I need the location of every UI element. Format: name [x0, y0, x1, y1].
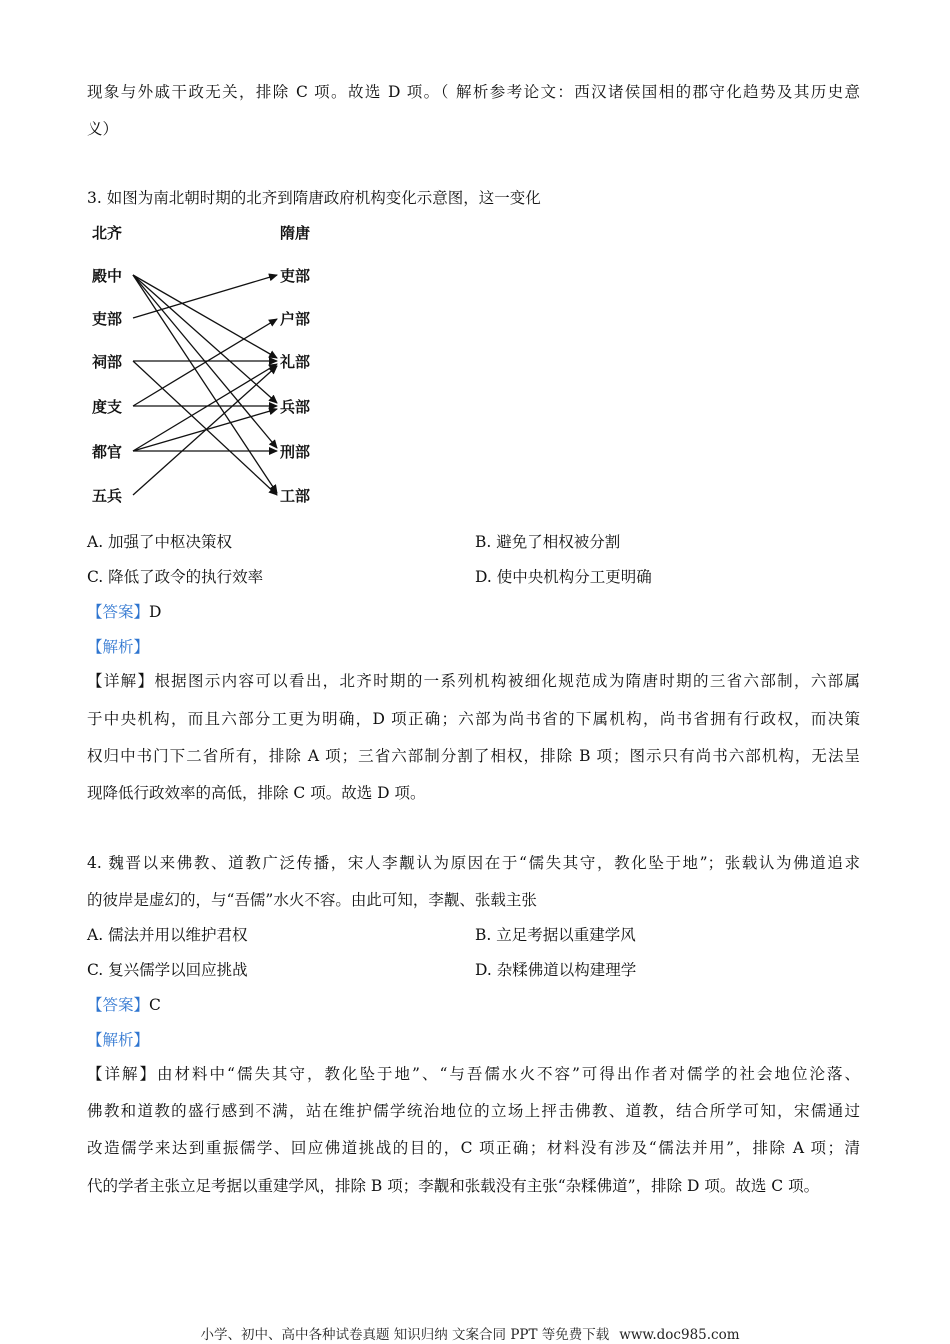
- diagram-right-item: 兵部: [280, 398, 311, 416]
- diagram-arrow: [133, 275, 277, 358]
- footer-url[interactable]: www.doc985.com: [619, 1327, 740, 1343]
- answer-label: 【答案】: [87, 996, 150, 1014]
- q4-detail-line-3: 改造儒学来达到重振儒学、回应佛道挑战的目的，C 项正确；材料没有涉及“儒法并用”，排除 A 项；清: [87, 1139, 860, 1157]
- diagram-left-item: 度支: [92, 398, 123, 416]
- diagram-left-item: 吏部: [92, 310, 123, 328]
- q3-detail-line-4: 现降低行政效率的高低，排除 C 项。故选 D 项。: [87, 784, 426, 802]
- diagram-arrow: [133, 275, 277, 318]
- q3-option-d: D. 使中央机构分工更明确: [475, 568, 652, 586]
- q3-option-c: C. 降低了政令的执行效率: [87, 568, 264, 586]
- answer-value: C: [149, 996, 161, 1014]
- q3-detail-line-3: 权归中书门下二省所有，排除 A 项；三省六部制分割了相权，排除 B 项；图示只有尚书六部机构，无法呈: [87, 747, 860, 765]
- answer-label: 【答案】: [87, 603, 150, 621]
- q3-stem: 3. 如图为南北朝时期的北齐到隋唐政府机构变化示意图，这一变化: [87, 189, 541, 207]
- diagram-right-item: 工部: [280, 487, 311, 505]
- q4-stem-line-2: 的彼岸是虚幻的，与“吾儒”水火不容。由此可知，李觏、张载主张: [87, 891, 537, 909]
- q3-option-b: B. 避免了相权被分割: [475, 533, 621, 551]
- intro-line-1: 现象与外戚干政无关，排除 C 项。故选 D 项。（ 解析参考论文：西汉诸侯国相的郡守化趋势及其历史意: [87, 83, 860, 101]
- detail-label: 【详解】: [87, 1065, 158, 1083]
- q4-option-d: D. 杂糅佛道以构建理学: [475, 961, 637, 979]
- diagram-right-item: 吏部: [280, 267, 311, 285]
- q3-answer: [87, 602, 161, 622]
- diagram-left-item: 都官: [92, 443, 123, 461]
- q4-stem-line-1: 4. 魏晋以来佛教、道教广泛传播，宋人李觏认为原因在于“儒失其守，教化坠于地”；张载认为佛道追求: [87, 854, 860, 872]
- diagram-right-item: 户部: [280, 310, 311, 328]
- q3-analysis-label: 【解析】: [87, 638, 150, 656]
- answer-value: D: [149, 603, 162, 621]
- q3-diagram: [87, 220, 337, 510]
- footer-text: 小学、初中、高中各种试卷真题 知识归纳 文案合同 PPT 等免费下载: [200, 1327, 610, 1343]
- diagram-left-item: 祠部: [92, 353, 123, 371]
- diagram-left-header: 北齐: [92, 224, 123, 242]
- q4-analysis-label: 【解析】: [87, 1031, 150, 1049]
- q3-detail-line-1: [87, 671, 860, 691]
- detail-text: 根据图示内容可以看出，北齐时期的一系列机构被细化规范成为隋唐时期的三省六部制，六部属: [154, 672, 860, 690]
- diagram-arrow: [133, 319, 277, 406]
- q4-detail-line-2: 佛教和道教的盛行感到不满，站在维护儒学统治地位的立场上抨击佛教、道教，结合所学可知，宋儒通过: [87, 1102, 860, 1120]
- q4-detail-line-4: 代的学者主张立足考据以重建学风，排除 B 项；李觏和张载没有主张“杂糅佛道”，排除 D 项。故选 C 项。: [87, 1177, 820, 1195]
- diagram-right-item: 刑部: [280, 443, 311, 461]
- q4-option-a: A. 儒法并用以维护君权: [87, 926, 248, 944]
- q4-detail-line-1: [87, 1064, 860, 1084]
- intro-line-2: 义）: [87, 120, 119, 138]
- detail-text: 由材料中“儒失其守，教化坠于地”、“与吾儒水火不容”可得出作者对儒学的社会地位沦落、: [157, 1065, 860, 1083]
- q4-answer: [87, 995, 161, 1015]
- q3-option-a: A. 加强了中枢决策权: [87, 533, 233, 551]
- diagram-arrow: [133, 364, 277, 451]
- q4-option-c: C. 复兴儒学以回应挑战: [87, 961, 248, 979]
- q4-option-b: B. 立足考据以重建学风: [475, 926, 636, 944]
- diagram-left-item: 五兵: [92, 487, 123, 505]
- diagram-left-item: 殿中: [92, 267, 123, 285]
- diagram-right-header: 隋唐: [280, 224, 311, 242]
- page-footer: [0, 1323, 950, 1343]
- q3-detail-line-2: 于中央机构，而且六部分工更为明确，D 项正确；六部为尚书省的下属机构，尚书省拥有行政权，而决策: [87, 710, 860, 728]
- diagram-right-item: 礼部: [280, 353, 311, 371]
- detail-label: 【详解】: [87, 672, 155, 690]
